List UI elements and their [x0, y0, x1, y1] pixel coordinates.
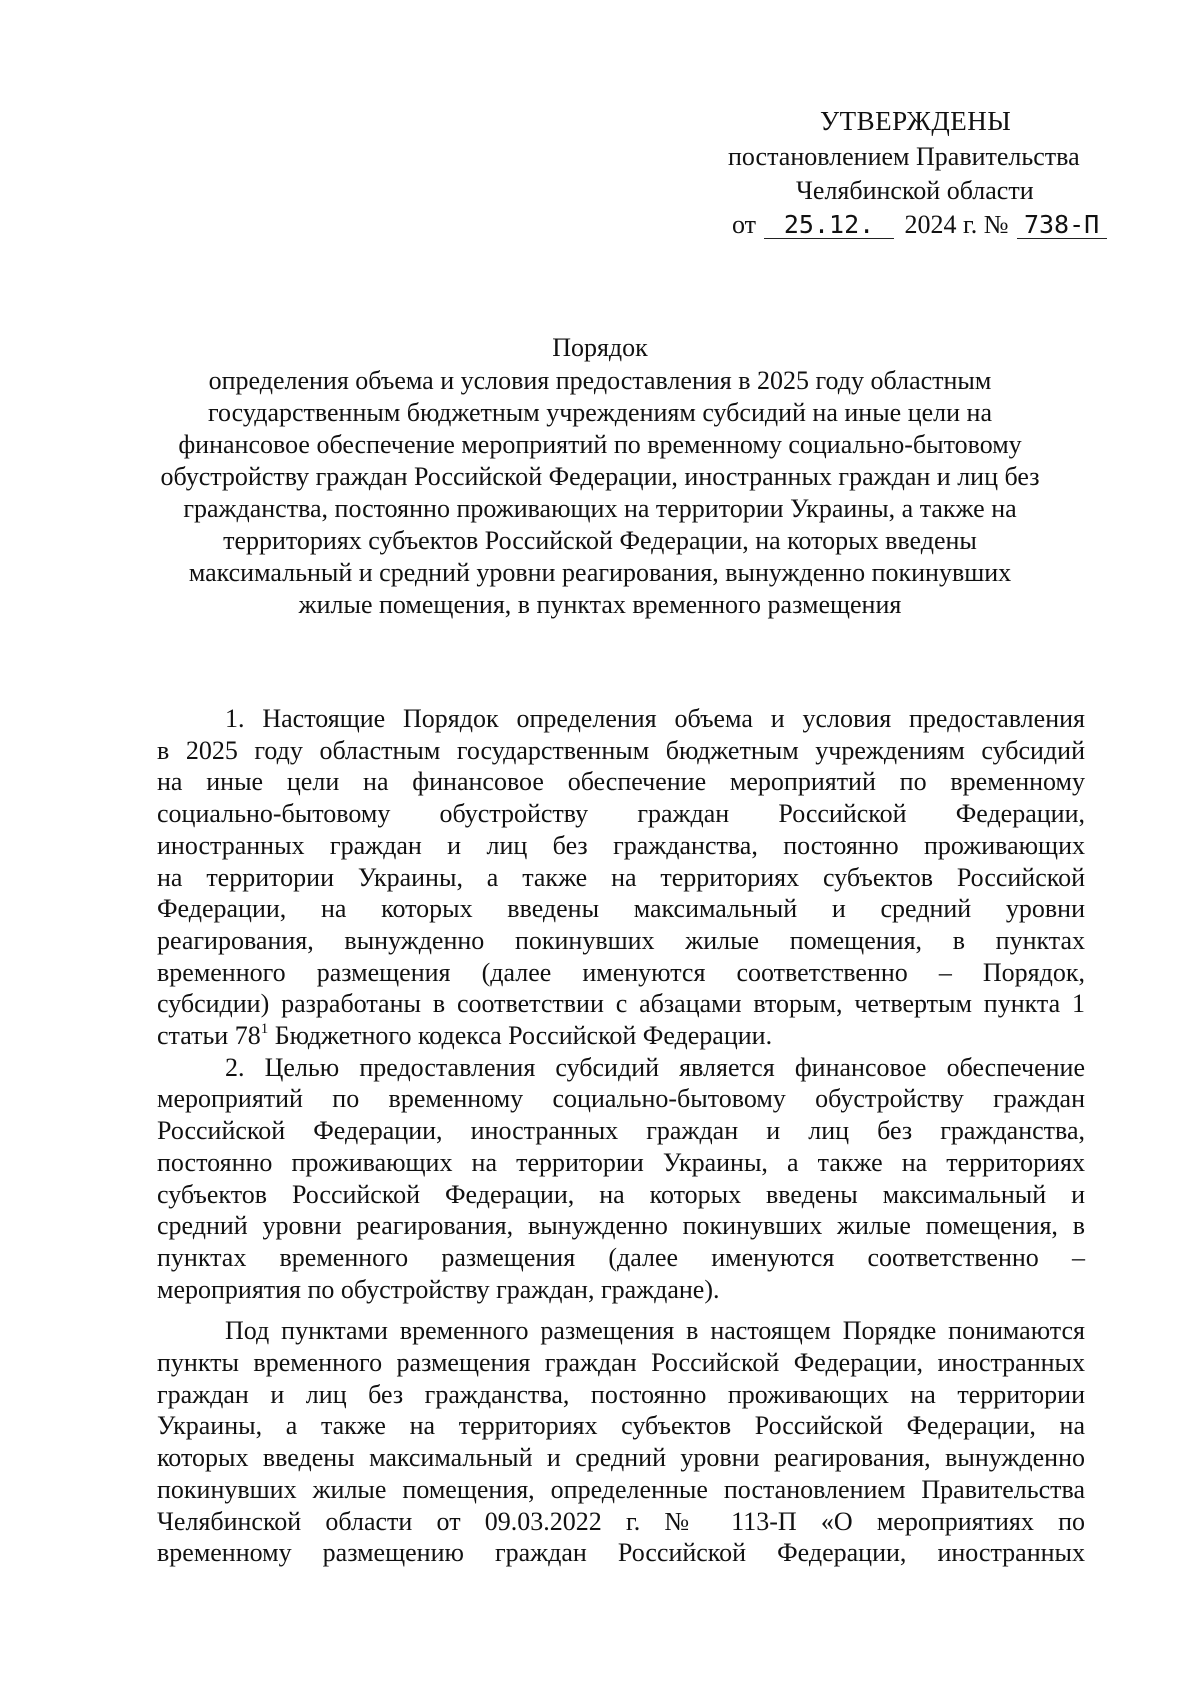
- document-body: [157, 703, 1085, 1569]
- approval-region-line: Челябинской области: [796, 176, 1034, 205]
- document-title: Порядок: [552, 333, 648, 362]
- body-line: социально-бытовому обустройству граждан Российской Федерации,: [157, 799, 1085, 829]
- body-line: мероприятий по временному социально-бытовому обустройству граждан: [157, 1084, 1085, 1114]
- body-line-text: статьи 78: [157, 1021, 261, 1051]
- body-line: Федерации, на которых введены максимальный и средний уровни: [157, 894, 1085, 924]
- body-line: Челябинской области от 09.03.2022 г. № 113-П «О мероприятиях по: [157, 1506, 1085, 1536]
- body-line: 2. Целью предоставления субсидий является финансовое обеспечение: [225, 1052, 1085, 1082]
- body-line: на территории Украины, а также на территориях субъектов Российской: [157, 862, 1085, 892]
- body-line: в 2025 году областным государственным бюджетным учреждениям субсидий: [157, 735, 1085, 765]
- superscript-article-index: 1: [260, 1021, 269, 1038]
- approval-year-text: 2024 г. №: [904, 210, 1009, 239]
- body-line: граждан и лиц без гражданства, постоянно проживающих на территории: [157, 1379, 1085, 1409]
- paragraph-3: [157, 1315, 1085, 1569]
- approval-date-field: 25.12.: [764, 212, 894, 239]
- body-line: Под пунктами временного размещения в настоящем Порядке понимаются: [225, 1316, 1085, 1346]
- heading-line: жилые помещения, в пунктах временного размещения: [298, 590, 902, 619]
- body-line: субъектов Российской Федерации, на которых введены максимальный и: [157, 1179, 1085, 1209]
- heading-line: определения объема и условия предоставления в 2025 году областным: [208, 366, 992, 395]
- body-line: 1. Настоящие Порядок определения объема и условия предоставления: [225, 704, 1085, 733]
- body-line: субсидии) разработаны в соответствии с абзацами вторым, четвертым пункта 1: [157, 989, 1085, 1019]
- approval-number-field: 738-П: [1017, 212, 1107, 239]
- approval-date-number-line: [732, 208, 1107, 241]
- body-line: Российской Федерации, иностранных граждан и лиц без гражданства,: [157, 1116, 1085, 1146]
- approval-from-prefix: от: [732, 210, 757, 239]
- paragraph-1: [157, 703, 1085, 1052]
- body-line: покинувших жилые помещения, определенные постановлением Правительства: [157, 1474, 1085, 1504]
- paragraph-2: [157, 1052, 1085, 1306]
- approval-issuer-line: постановлением Правительства: [728, 142, 1080, 171]
- heading-line: территориях субъектов Российской Федерации, на которых введены: [223, 526, 977, 555]
- body-line: постоянно проживающих на территории Украины, а также на территориях: [157, 1147, 1085, 1177]
- body-line: иностранных граждан и лиц без гражданства, постоянно проживающих: [157, 830, 1085, 860]
- heading-line: максимальный и средний уровни реагирования, вынужденно покинувших: [188, 558, 1012, 587]
- body-line: на иные цели на финансовое обеспечение мероприятий по временному: [157, 767, 1085, 797]
- heading-line: гражданства, постоянно проживающих на территории Украины, а также на: [183, 494, 1017, 523]
- document-heading: [140, 332, 1060, 621]
- body-line: которых введены максимальный и средний уровни реагирования, вынужденно: [157, 1443, 1085, 1473]
- approval-title: УТВЕРЖДЕНЫ: [820, 106, 1012, 136]
- heading-line: государственным бюджетным учреждениям субсидий на иные цели на: [208, 398, 992, 427]
- heading-line: финансовое обеспечение мероприятий по временному социально-бытовому: [178, 430, 1022, 459]
- body-line-text: Бюджетного кодекса Российской Федерации.: [268, 1021, 773, 1051]
- body-line: временному размещению граждан Российской Федерации, иностранных: [157, 1538, 1085, 1568]
- body-line: Украины, а также на территориях субъектов Российской Федерации, на: [157, 1411, 1085, 1441]
- body-line: пунктах временного размещения (далее именуются соответственно –: [157, 1242, 1085, 1272]
- body-line: пункты временного размещения граждан Российской Федерации, иностранных: [157, 1348, 1085, 1378]
- body-line: реагирования, вынужденно покинувших жилые помещения, в пунктах: [157, 925, 1085, 955]
- heading-line: обустройству граждан Российской Федерации, иностранных граждан и лиц без: [160, 462, 1040, 491]
- body-line: мероприятия по обустройству граждан, граждане).: [157, 1274, 720, 1304]
- body-line: временного размещения (далее именуются соответственно – Порядок,: [157, 957, 1085, 987]
- body-line: [157, 1020, 1085, 1052]
- body-line: средний уровни реагирования, вынужденно покинувших жилые помещения, в: [157, 1211, 1085, 1241]
